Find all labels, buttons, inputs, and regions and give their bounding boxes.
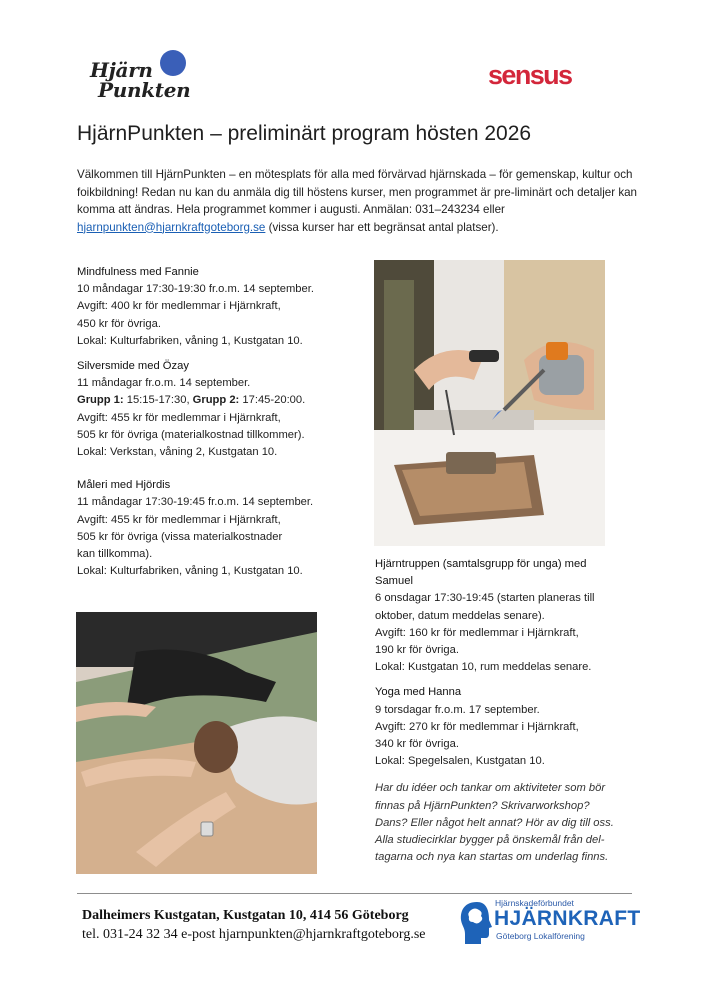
course-heading: Yoga med Hanna — [375, 686, 462, 699]
course-line: 190 kr för övriga. — [375, 644, 459, 657]
course-line: oktober, datum meddelas senare). — [375, 609, 545, 622]
course-line: Lokal: Verkstan, våning 2, Kustgatan 10. — [77, 446, 278, 459]
course-line: Lokal: Spegelsalen, Kustgatan 10. — [375, 755, 545, 768]
silversmithing-illustration — [374, 260, 605, 546]
course-line: 340 kr för övriga. — [375, 738, 459, 751]
intro-text-end: (vissa kurser har ett begränsat antal platser). — [265, 220, 499, 234]
course-line: 11 måndagar fr.o.m. 14 september. — [77, 377, 251, 390]
course-line: Avgift: 455 kr för medlemmar i Hjärnkraft, — [77, 411, 281, 424]
group1-time: 15:15-17:30, — [123, 394, 193, 407]
yoga-photo — [76, 612, 317, 874]
logo-text-line2: Punkten — [98, 78, 191, 102]
course-line: Avgift: 455 kr för medlemmar i Hjärnkraft, — [77, 513, 281, 526]
page-title: HjärnPunkten – preliminärt program hösten 2026 — [77, 122, 532, 145]
intro-text: Välkommen till HjärnPunkten – en mötesplats för alla med förvärvad hjärnskada – för gemenskap, kultur och foikbildning! Redan nu kan du anmäla dig till höstens kurser, men programmet är pre-liminärt och detaljer kan komma att ändras. Hela programmet kommer i augusti. Anmälan: 031–243234 eller — [77, 168, 638, 216]
course-line: 10 måndagar 17:30-19:30 fr.o.m. 14 september. — [77, 283, 314, 296]
hjarnpunkten-logo — [86, 48, 206, 106]
head-profile-icon — [459, 900, 493, 944]
course-silversmide — [77, 358, 362, 461]
course-maleri — [77, 477, 362, 580]
course-line: Avgift: 270 kr för medlemmar i Hjärnkraft, — [375, 720, 579, 733]
note-line: Dans? Eller något helt annat? Hör av dig till oss. — [375, 816, 614, 829]
left-column — [77, 264, 362, 588]
course-line: 9 torsdagar fr.o.m. 17 september. — [375, 703, 540, 716]
course-line: 505 kr för övriga (vissa materialkostnader — [77, 530, 283, 543]
group2-label: Grupp 2: — [192, 394, 240, 407]
hjarnkraft-logo — [459, 898, 641, 948]
course-heading: Silversmide med Özay — [77, 360, 189, 373]
hjarnkraft-name: HJÄRNKRAFT — [494, 907, 641, 930]
footer-address: Dalheimers Kustgatan, Kustgatan 10, 414 56 Göteborg — [82, 908, 409, 923]
note-line: finnas på HjärnPunkten? Skrivarworkshop? — [375, 799, 590, 812]
note-line: tagarna och nya kan startas om underlag finns. — [375, 851, 609, 864]
ideas-note — [375, 780, 640, 866]
course-line: Avgift: 160 kr för medlemmar i Hjärnkraft, — [375, 626, 579, 639]
note-line: Har du idéer och tankar om aktiviteter som bör — [375, 782, 606, 795]
group1-label: Grupp 1: — [77, 394, 124, 407]
yoga-illustration — [76, 612, 317, 874]
right-column — [375, 556, 640, 866]
course-hjarntruppen — [375, 556, 640, 676]
course-line: kan tillkomma). — [77, 548, 153, 561]
course-mindfulness — [77, 264, 362, 350]
footer-divider — [77, 893, 632, 894]
intro-paragraph — [77, 166, 637, 236]
course-line: 6 onsdagar 17:30-19:45 (starten planeras till — [375, 592, 595, 605]
silversmithing-photo — [374, 260, 605, 546]
course-line: Lokal: Kulturfabriken, våning 1, Kustgatan 10. — [77, 334, 303, 347]
course-line: 505 kr för övriga (materialkostnad tillkommer). — [77, 428, 305, 441]
logo-dot — [160, 50, 186, 76]
course-heading: Hjärntruppen (samtalsgrupp för unga) med — [375, 558, 587, 570]
hjarnkraft-federation: Hjärnskadeförbundet — [495, 898, 574, 908]
email-link[interactable]: hjarnpunkten@hjarnkraftgoteborg.se — [77, 220, 266, 234]
group2-time: 17:45-20:00. — [239, 394, 306, 407]
course-heading: Samuel — [375, 575, 413, 588]
note-line: Alla studiecirklar bygger på önskemål från del- — [375, 834, 605, 847]
course-heading: Mindfulness med Fannie — [77, 266, 199, 278]
footer-phone-email: tel. 031-24 32 34 e-post hjarnpunkten@hjarnkraftgoteborg.se — [82, 927, 426, 942]
course-yoga — [375, 684, 640, 770]
course-line: Lokal: Kulturfabriken, våning 1, Kustgatan 10. — [77, 565, 303, 578]
course-line: 11 måndagar 17:30-19:45 fr.o.m. 14 september. — [77, 496, 314, 509]
hjarnkraft-local: Göteborg Lokalförening — [496, 931, 585, 941]
course-heading: Måleri med Hjördis — [77, 479, 171, 492]
course-groups — [77, 392, 362, 409]
sensus-logo: sensus — [488, 60, 572, 90]
logo-text-line1: Hjärn — [90, 58, 153, 82]
course-line: Avgift: 400 kr för medlemmar i Hjärnkraft, — [77, 300, 281, 313]
course-line: Lokal: Kustgatan 10, rum meddelas senare. — [375, 661, 592, 674]
course-line: 450 kr för övriga. — [77, 317, 161, 330]
footer-contact — [82, 906, 426, 944]
